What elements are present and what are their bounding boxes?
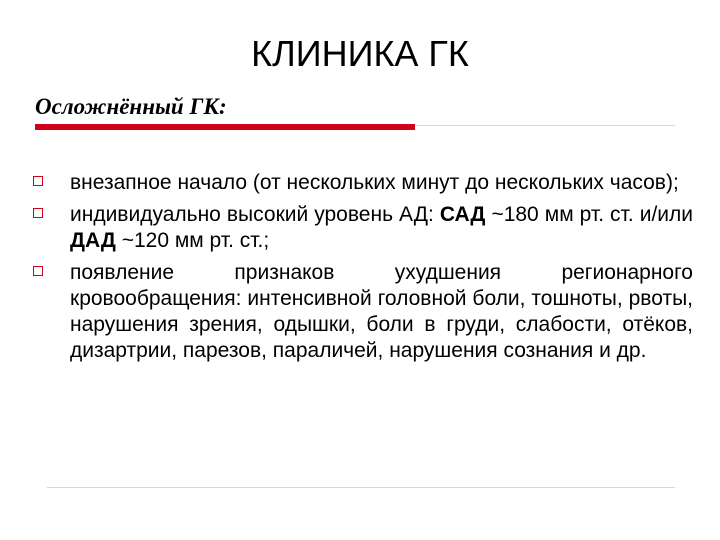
dbp-label: ДАД [70, 229, 116, 252]
bullet-text-part: ~120 мм рт. ст.; [115, 229, 270, 252]
list-item [33, 170, 693, 196]
bullet-text [70, 202, 693, 254]
hollow-square-icon [33, 266, 43, 276]
bottom-divider [47, 487, 675, 488]
bullet-text: появление признаков ухудшения регионарного кровообращения: интенсивной головной боли, тошноты, рвоты, нарушения зрения, одышки, боли в груди, слабости, отёков, дизартрии, парезов, параличей, нарушения сознания и др. [70, 261, 693, 362]
list-item [33, 260, 693, 364]
title-divider-accent [35, 124, 415, 130]
list-item [33, 202, 693, 254]
bullet-text: внезапное начало (от нескольких минут до нескольких часов); [70, 171, 679, 194]
slide-subtitle: Осложнённый ГК: [35, 94, 227, 119]
slide-title: КЛИНИКА ГК [251, 33, 469, 74]
bullet-text-part: индивидуально высокий уровень АД: [70, 203, 440, 226]
bullet-list [33, 170, 693, 370]
bullet-text-part: ~180 мм рт. ст. и/или [485, 203, 693, 226]
hollow-square-icon [33, 176, 43, 186]
sbp-label: САД [439, 203, 486, 226]
hollow-square-icon [33, 208, 43, 218]
